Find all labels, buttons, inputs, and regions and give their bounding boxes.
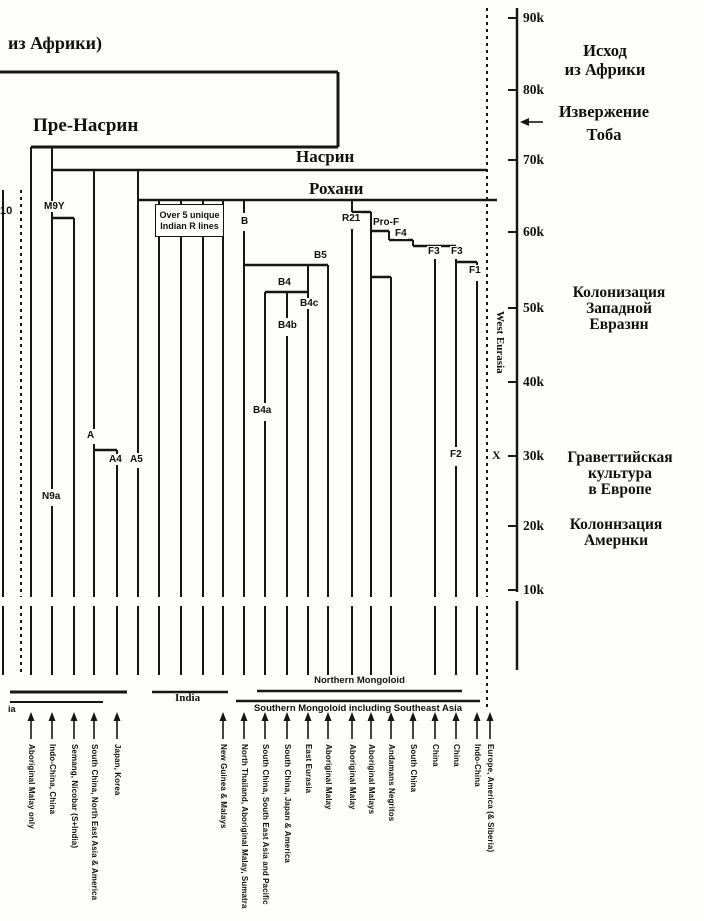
tip-arrow-icon bbox=[91, 712, 98, 721]
tip-arrow-icon bbox=[114, 712, 121, 721]
annotation-line: Амернки bbox=[583, 532, 649, 549]
annotation-america-colonization bbox=[506, 517, 704, 549]
tip-arrow-icon bbox=[220, 712, 227, 721]
tip-population-label: China bbox=[431, 744, 440, 767]
x-haplogroup-marker: X bbox=[492, 448, 501, 462]
indian-r-lines-text-1: Over 5 unique bbox=[159, 210, 220, 220]
title-fragment: из Африки) bbox=[8, 33, 102, 53]
timeline-tick-label: 90k bbox=[523, 10, 545, 25]
tip-population-label: South China, Japan & America bbox=[283, 744, 292, 863]
annotation-toba-eruption bbox=[494, 100, 704, 146]
timeline-tick-label: 30k bbox=[523, 448, 545, 463]
annotation-line: Западной bbox=[586, 300, 652, 317]
tip-population-label: East Eurasia bbox=[304, 744, 313, 794]
tip-population-label: South China, South East Asia and Pacific bbox=[261, 744, 270, 905]
haplogroup-label-b4c: B4c bbox=[300, 298, 319, 309]
tip-population-label: Aboriginal Malay bbox=[348, 744, 357, 810]
haplogroup-label-a: A bbox=[87, 430, 95, 441]
tip-arrow-icon bbox=[49, 712, 56, 721]
haplogroup-label-f1: F1 bbox=[469, 265, 481, 276]
group-label-northern-mongoloid: Northern Mongoloid bbox=[314, 675, 405, 686]
haplogroup-label-n9a: N9a bbox=[42, 491, 61, 502]
annotation-line: Колонизация bbox=[572, 284, 666, 301]
tip-population-label: Aboriginal Malay only bbox=[27, 744, 36, 829]
clade-label-rohani: Рохани bbox=[309, 179, 364, 198]
tip-population-label: New Guinea & Malays bbox=[219, 744, 228, 829]
tip-population-label: South China bbox=[409, 744, 418, 793]
tip-population-label: Indo-China, China bbox=[48, 744, 57, 815]
timeline-tick-label: 70k bbox=[523, 152, 545, 167]
annotation-line: Извержение bbox=[558, 102, 650, 121]
haplogroup-label-f2: F2 bbox=[450, 449, 462, 460]
annotation-west-eurasia-colonization bbox=[509, 285, 704, 333]
annotation-gravettian-culture bbox=[510, 450, 704, 498]
clade-label-nasrin: Насрин bbox=[296, 147, 355, 166]
timeline-tick-label: 10k bbox=[523, 582, 545, 597]
west-eurasia-label: West Eurasia bbox=[494, 311, 506, 374]
tip-population-label: North Thailand, Aboriginal Malay, Sumatra bbox=[240, 744, 249, 909]
tip-population-label: South China, North East Asia & America bbox=[90, 744, 99, 901]
tip-population-label: Aboriginal Malays bbox=[367, 744, 376, 815]
haplogroup-label-b5: B5 bbox=[314, 250, 327, 261]
tip-population-label: Japan, Korea bbox=[113, 744, 122, 796]
haplogroup-label-f4: F4 bbox=[395, 228, 407, 239]
tip-population-label: Semang, Nicobar (S+India) bbox=[70, 744, 79, 849]
haplogroup-label-r21: R21 bbox=[342, 213, 361, 224]
timeline-tick-label: 50k bbox=[523, 300, 545, 315]
tip-population-label: Europe, America (& Siberia) bbox=[486, 744, 495, 853]
annotation-line: из Африки bbox=[564, 60, 646, 79]
tip-arrow-icon bbox=[71, 712, 78, 721]
annotation-line: культура bbox=[588, 465, 652, 482]
tip-population-label: Aboriginal Malay bbox=[324, 744, 333, 810]
haplogroup-label-pro-f: Pro-F bbox=[373, 217, 400, 228]
tip-arrow-icon bbox=[28, 712, 35, 721]
haplogroup-label-b: B bbox=[241, 216, 249, 227]
haplogroup-label-b4b: B4b bbox=[278, 320, 297, 331]
left-group-label-fragment: ia bbox=[8, 704, 16, 714]
timeline-tick-label: 40k bbox=[523, 374, 545, 389]
haplogroup-label-f3: F3 bbox=[451, 246, 463, 257]
timeline-tick-label: 20k bbox=[523, 518, 545, 533]
haplogroup-label-f3: F3 bbox=[428, 246, 440, 257]
group-label-southern-mongoloid: Southern Mongoloid including Southeast Asia bbox=[253, 703, 463, 714]
annotation-out-of-africa bbox=[495, 41, 704, 79]
annotation-line: Граветтийская bbox=[567, 449, 673, 466]
indian-r-lines-text-2: Indian R lines bbox=[160, 221, 219, 231]
tip-population-label: China bbox=[452, 744, 461, 767]
annotation-line: Колоннзация bbox=[569, 516, 663, 533]
tip-arrow-icon bbox=[487, 712, 494, 721]
annotation-line: в Европе bbox=[588, 481, 652, 498]
timeline-tick-label: 60k bbox=[523, 224, 545, 239]
indian-r-lines-box bbox=[155, 204, 224, 237]
haplogroup-label-b4: B4 bbox=[278, 277, 291, 288]
haplogroup-label-a4: A4 bbox=[109, 454, 122, 465]
annotation-line: Евразнн bbox=[589, 316, 649, 333]
haplogroup-label-m9y: M9Y bbox=[44, 201, 65, 212]
annotation-line: Исход bbox=[583, 41, 627, 60]
annotation-line: Тоба bbox=[586, 125, 622, 144]
tip-population-label: Indo-China bbox=[473, 744, 482, 787]
left-scale-fragment: 10 bbox=[0, 205, 13, 217]
clade-label-pre-nasrin: Пре-Насрин bbox=[33, 115, 139, 136]
group-label-india: India bbox=[175, 692, 201, 704]
timeline-tick-label: 80k bbox=[523, 82, 545, 97]
tip-population-label: Andamans Negritos bbox=[387, 744, 396, 822]
haplogroup-label-a5: A5 bbox=[130, 454, 143, 465]
haplogroup-label-b4a: B4a bbox=[253, 405, 272, 416]
